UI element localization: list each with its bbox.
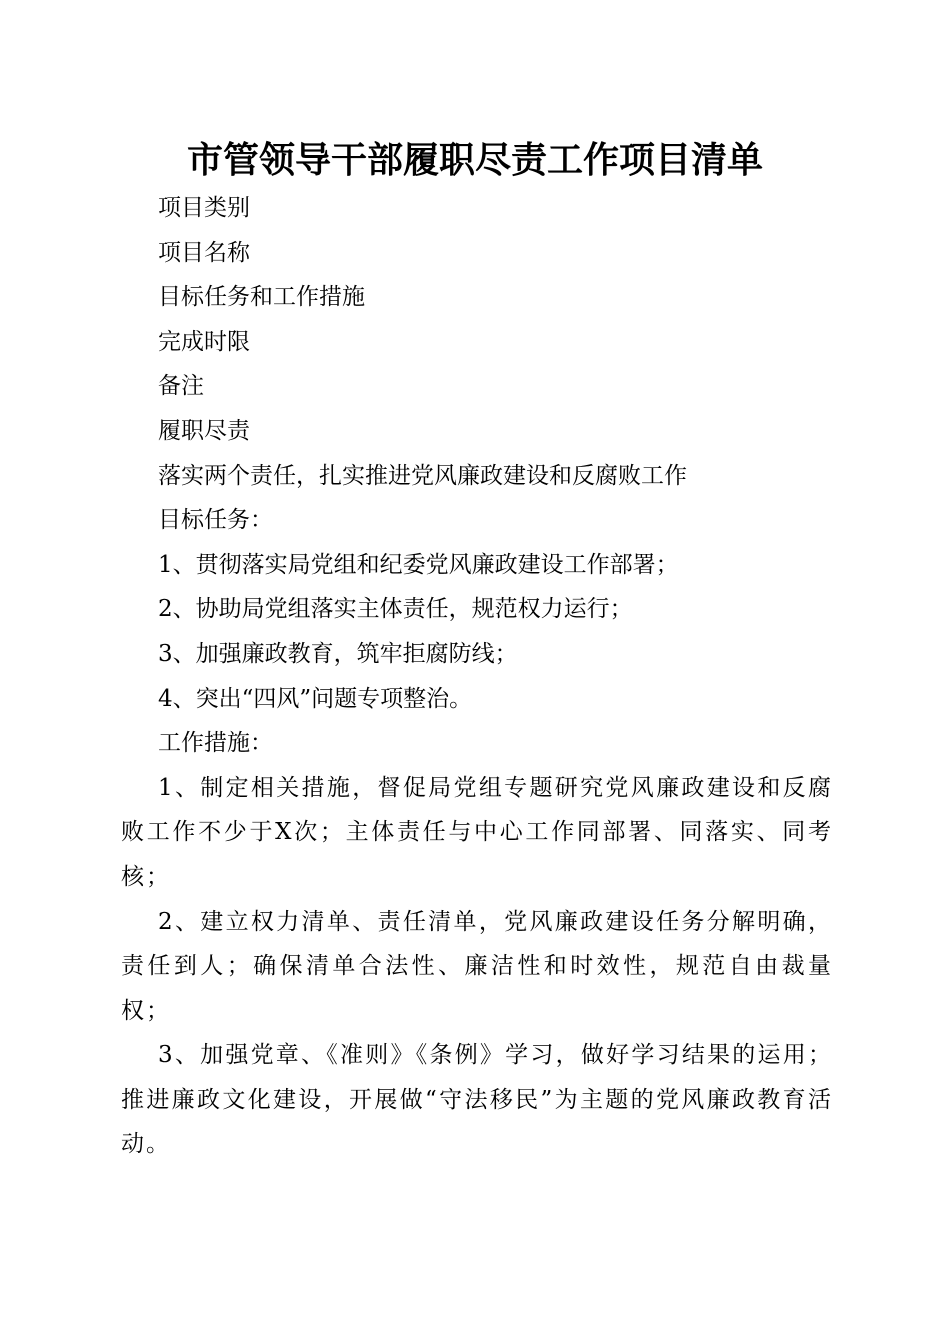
measure-paragraph-2: 2、建立权力清单、责任清单，党风廉政建设任务分解明确，责任到人；确保清单合法性、廉洁性和时效性，规范自由裁量权； [121, 908, 833, 1024]
line-project-name: 项目名称 [158, 239, 250, 266]
line-duty: 履职尽责 [158, 417, 250, 444]
line-category: 项目类别 [158, 195, 250, 221]
line-measures-heading: 工作措施： [158, 730, 273, 757]
document-title: 市管领导干部履职尽责工作项目清单 [186, 139, 763, 181]
measure-paragraph-3: 3、加强党章、《准则》《条例》学习，做好学习结果的运用；推进廉政文化建设，开展做“守法移民”为主题的党风廉政教育活动。 [121, 1042, 833, 1158]
goal-item-3: 3、加强廉政教育，筑牢拒腐防线； [158, 640, 518, 667]
line-goals-heading: 目标任务： [158, 507, 273, 534]
measure-paragraph-1: 1、制定相关措施，督促局党组专题研究党风廉政建设和反腐败工作不少于X次；主体责任与中心工作同部署、同落实、同考核； [121, 774, 833, 890]
line-two-responsibilities: 落实两个责任，扎实推进党风廉政建设和反腐败工作 [158, 462, 687, 489]
goal-item-2: 2、协助局党组落实主体责任，规范权力运行； [158, 596, 633, 623]
goal-item-1: 1、贯彻落实局党组和纪委党风廉政建设工作部署； [158, 551, 679, 578]
line-remarks: 备注 [158, 373, 204, 400]
goal-item-4: 4、突出“四风”问题专项整治。 [158, 685, 473, 712]
line-goals-measures: 目标任务和工作措施 [158, 284, 365, 311]
line-deadline: 完成时限 [158, 328, 250, 355]
document-body [121, 186, 833, 1167]
